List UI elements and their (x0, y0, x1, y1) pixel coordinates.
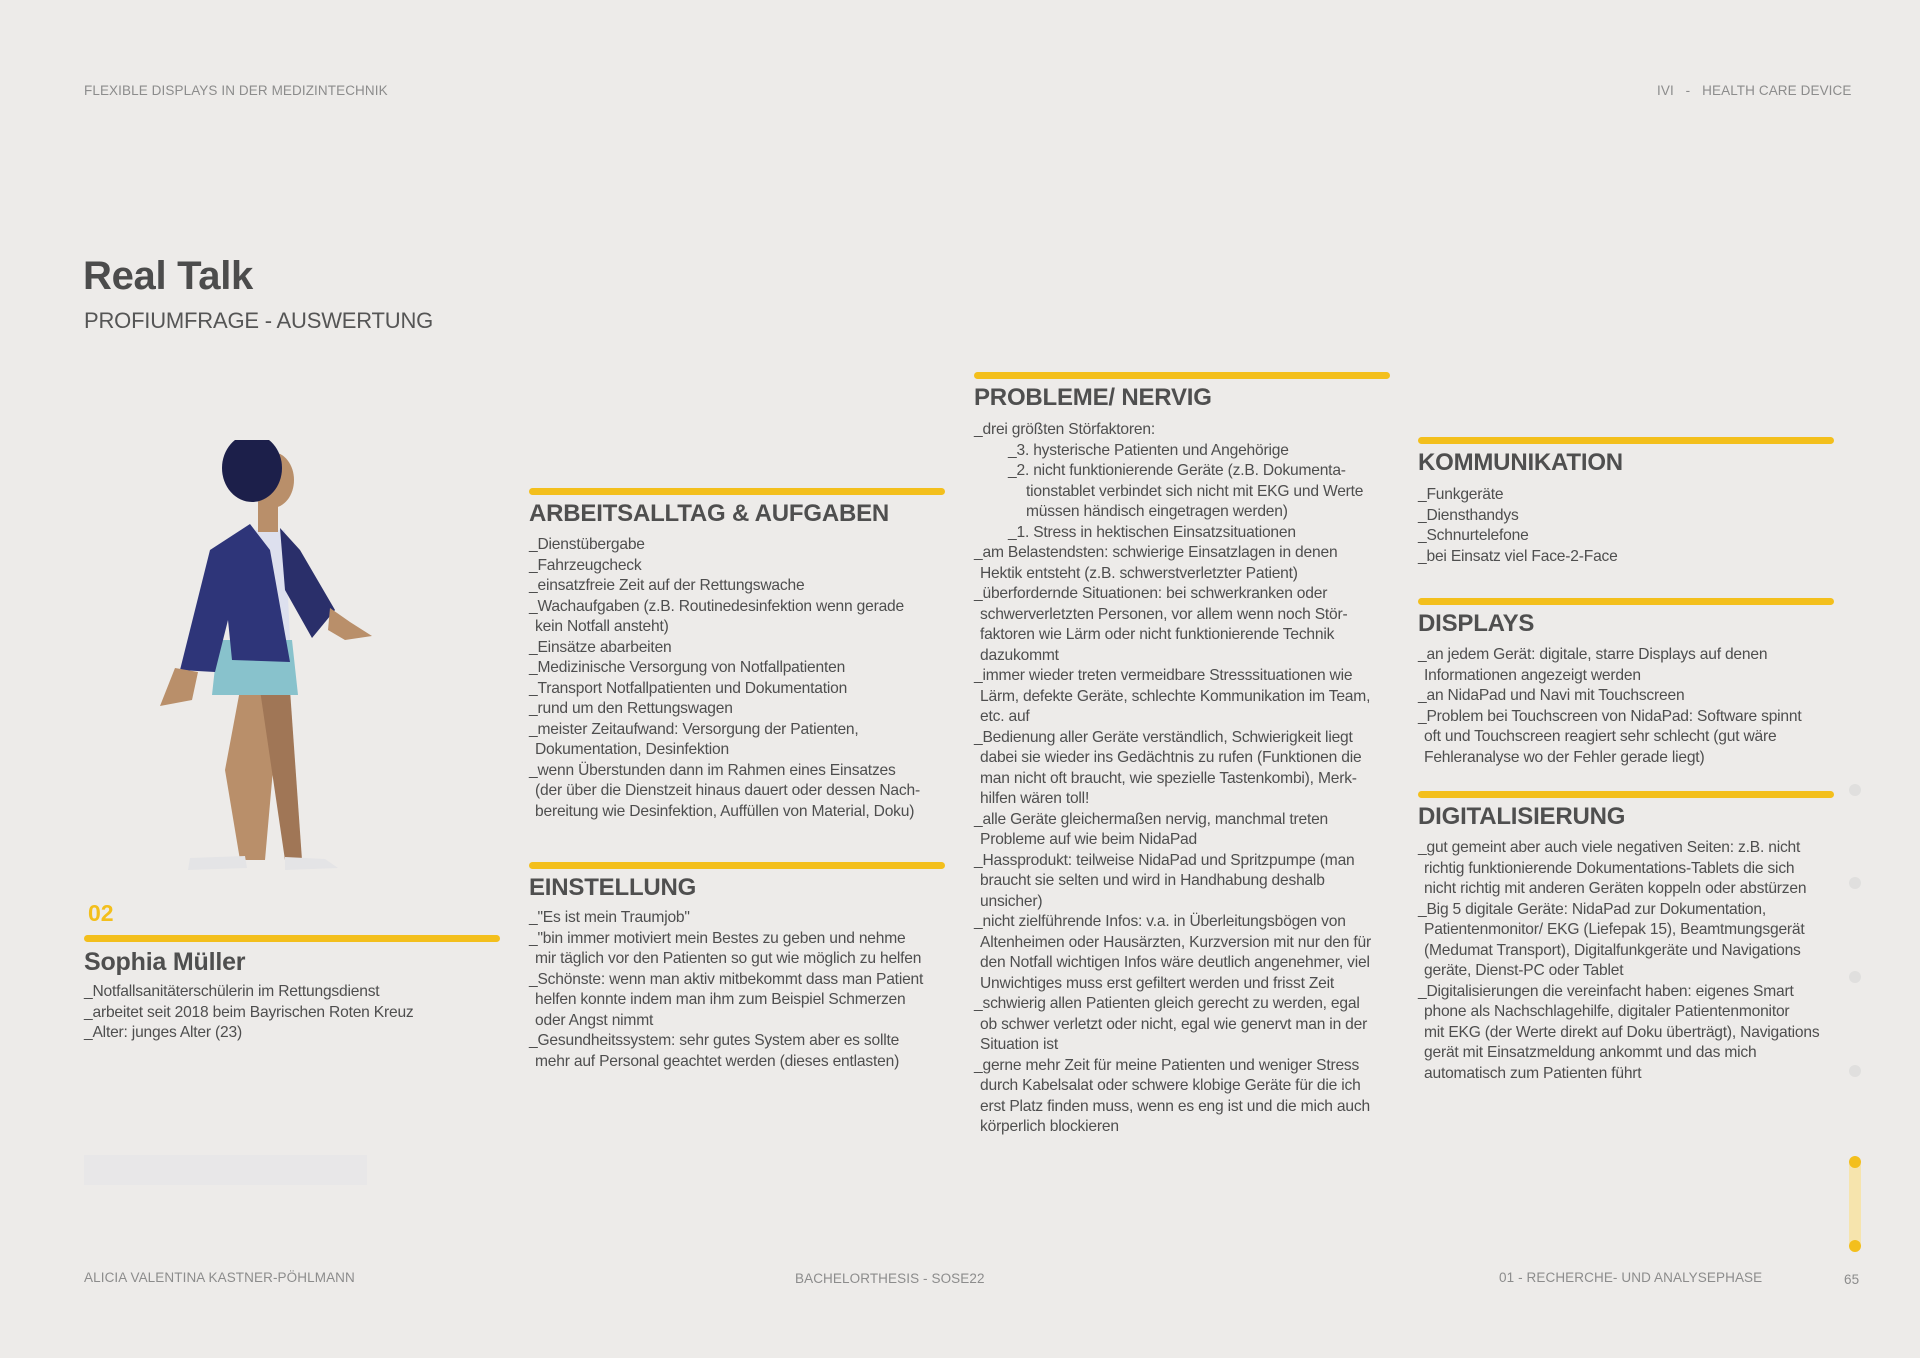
list-item: _Medizinische Versorgung von Notfallpatienten (529, 659, 846, 676)
list-item: _wenn Überstunden dann im Rahmen eines Einsatzes (529, 761, 896, 779)
shoe-back (188, 856, 247, 870)
list-item: Patientenmonitor/ EKG (Liefepak 15), Beamtmungsgerät (1424, 921, 1805, 938)
shoe-front (285, 857, 338, 870)
list-item: den Notfall wichtigen Infos wäre deutlich angenehmer, viel (980, 954, 1370, 971)
arbeitsalltag-list (529, 535, 920, 822)
list-item: geräte, Dienst-PC oder Tablet (1424, 962, 1624, 979)
page-subtitle: PROFIUMFRAGE - AUSWERTUNG (84, 308, 434, 333)
list-item: _alle Geräte gleichermaßen nervig, manchmal treten (974, 810, 1329, 828)
list-item: bereitung wie Desinfektion, Auffüllen von Material, Doku) (535, 802, 915, 820)
list-item: _überfordernde Situationen: bei schwerkranken oder (974, 585, 1328, 602)
persona-name: Sophia Müller (84, 948, 246, 976)
list-item: _3. hysterische Patienten und Angehörige (1008, 441, 1289, 459)
list-item: körperlich blockieren (980, 1118, 1119, 1135)
hand-back (160, 668, 198, 706)
footer-thesis: BACHELORTHESIS - SOSE22 (795, 1271, 985, 1286)
nav-dot[interactable] (1849, 1065, 1861, 1077)
list-item: mehr auf Personal geachtet werden (dieses entlasten) (535, 1052, 900, 1070)
list-item: _2. nicht funktionierende Geräte (z.B. Dokumenta- (1008, 462, 1346, 479)
footer-author: ALICIA VALENTINA KASTNER-PÖHLMANN (84, 1270, 355, 1285)
digitalisierung-heading: DIGITALISIERUNG (1418, 803, 1626, 830)
list-item: _Big 5 digitale Geräte: NidaPad zur Dokumentation, (1418, 900, 1766, 918)
kommunikation-heading: KOMMUNIKATION (1418, 449, 1623, 476)
page-number: 65 (1844, 1272, 1860, 1287)
list-item: etc. auf (980, 708, 1030, 725)
list-item: _Alter: junges Alter (23) (84, 1024, 242, 1041)
list-item: dabei sie wieder ins Gedächtnis zu rufen (Funktionen die (980, 749, 1362, 766)
list-item: Unwichtiges muss erst gefiltert werden und frisst Zeit (980, 974, 1335, 992)
probleme-divider (974, 372, 1390, 379)
list-item: Probleme auf wie beim NidaPad (980, 831, 1197, 848)
nav-dot[interactable] (1849, 784, 1861, 796)
list-item: _am Belastendsten: schwierige Einsatzlagen in denen (974, 544, 1338, 561)
list-item: kein Notfall ansteht) (535, 618, 669, 635)
list-item: faktoren wie Lärm oder nicht funktionierende Technik (980, 626, 1335, 643)
displays-heading: DISPLAYS (1418, 610, 1535, 637)
list-item: nicht richtig mit anderen Geräten koppeln oder abstürzen (1424, 880, 1807, 897)
list-item: _Transport Notfallpatienten und Dokumentation (529, 679, 848, 697)
list-item: _"Es ist mein Traumjob" (529, 909, 690, 926)
list-item: tionstablet verbindet sich nicht mit EKG und Werte (1026, 482, 1364, 500)
list-item: (Medumat Transport), Digitalfunkgeräte und Navigations (1424, 941, 1801, 959)
list-item: unsicher) (980, 892, 1043, 910)
list-item: _Bedienung aller Geräte verständlich, Schwierigkeit liegt (974, 728, 1353, 746)
persona-divider (84, 935, 500, 942)
list-item: _Schönste: wenn man aktiv mitbekommt dass man Patient (529, 970, 924, 988)
list-item: _Schnurtelefone (1418, 527, 1529, 544)
list-item: Hektik entsteht (z.B. schwerstverletzter Patient) (980, 564, 1298, 582)
list-item: müssen händisch eingetragen werden) (1026, 503, 1288, 520)
nav-dot[interactable] (1849, 877, 1861, 889)
list-item: _Einsätze abarbeiten (529, 638, 672, 656)
list-item: dazukommt (980, 646, 1059, 664)
list-item: man nicht oft braucht, wie spezielle Tastenkombi), Merk- (980, 769, 1357, 787)
kommunikation-list (1418, 485, 1618, 567)
list-item: _Hassprodukt: teilweise NidaPad und Spritzpumpe (man (974, 851, 1355, 869)
list-item: oder Angst nimmt (535, 1011, 654, 1029)
list-item: _Gesundheitssystem: sehr gutes System aber es sollte (529, 1032, 900, 1049)
hand-front (328, 608, 372, 640)
list-item: hilfen wären toll! (980, 790, 1090, 807)
placeholder-box (84, 1155, 367, 1185)
digitalisierung-divider (1418, 791, 1834, 798)
einstellung-heading: EINSTELLUNG (529, 874, 697, 901)
list-item: _rund um den Rettungswagen (529, 700, 733, 717)
header-chapter-code: IVI (1657, 83, 1674, 98)
probleme-heading: PROBLEME/ NERVIG (974, 384, 1212, 411)
list-item: _an jedem Gerät: digitale, starre Displays auf denen (1418, 646, 1768, 663)
header-doc-title: FLEXIBLE DISPLAYS IN DER MEDIZINTECHNIK (84, 83, 388, 98)
einstellung-divider (529, 862, 945, 869)
list-item: _an NidaPad und Navi mit Touchscreen (1418, 687, 1685, 704)
list-item: Altenheimen oder Hausärzten, Kurzversion mit nur den für (980, 933, 1371, 951)
list-item: _immer wieder treten vermeidbare Stresssituationen wie (974, 667, 1353, 684)
list-item: _drei größten Störfaktoren: (974, 421, 1155, 438)
list-item: _Diensthandys (1418, 506, 1519, 524)
list-item: _meister Zeitaufwand: Versorgung der Patienten, (529, 720, 859, 738)
list-item: _Problem bei Touchscreen von NidaPad: Software spinnt (1418, 707, 1802, 725)
list-item: _Dienstübergabe (529, 536, 645, 553)
list-item: _bei Einsatz viel Face-2-Face (1418, 547, 1618, 565)
header-separator: - (1685, 83, 1691, 98)
list-item: _Funkgeräte (1418, 486, 1504, 503)
list-item: richtig funktionierende Dokumentations-Tablets die sich (1424, 859, 1795, 877)
list-item: ob schwer verletzt oder nicht, egal wie genervt man in der (980, 1015, 1368, 1033)
arbeitsalltag-heading: ARBEITSALLTAG & AUFGABEN (529, 500, 890, 527)
list-item: mit EKG (der Werte direkt auf Doku überträgt), Navigations (1424, 1023, 1820, 1041)
scroll-handle-top[interactable] (1849, 1156, 1861, 1168)
list-item: phone als Nachschlagehilfe, digitaler Patientenmonitor (1424, 1003, 1790, 1020)
list-item: _schwierig allen Patienten gleich gerecht zu werden, egal (974, 995, 1360, 1012)
list-item: Informationen angezeigt werden (1424, 666, 1641, 684)
kommunikation-divider (1418, 437, 1834, 444)
list-item: (der über die Dienstzeit hinaus dauert oder dessen Nach- (535, 782, 920, 799)
list-item: Dokumentation, Desinfektion (535, 741, 729, 758)
digitalisierung-list (1418, 838, 1819, 1084)
displays-list (1418, 645, 1802, 768)
header-chapter (1657, 83, 1851, 98)
list-item: mir täglich vor den Patienten so gut wie möglich zu helfen (535, 950, 922, 967)
list-item: gerät mit Einsatzmeldung ankommt und das mich (1424, 1044, 1757, 1061)
persona-details (84, 982, 414, 1044)
persona-number: 02 (88, 900, 114, 926)
list-item: Lärm, defekte Geräte, schlechte Kommunikation im Team, (980, 687, 1371, 705)
list-item: _Wachaufgaben (z.B. Routinedesinfektion wenn gerade (529, 597, 904, 615)
list-item: _1. Stress in hektischen Einsatzsituationen (1008, 523, 1296, 541)
list-item: oft und Touchscreen reagiert sehr schlecht (gut wäre (1424, 728, 1777, 745)
scroll-handle-bottom[interactable] (1849, 1240, 1861, 1252)
list-item: _Digitalisierungen die vereinfacht haben: eigenes Smart (1418, 982, 1794, 1000)
probleme-list (974, 420, 1371, 1138)
persona-illustration (140, 440, 400, 880)
displays-divider (1418, 598, 1834, 605)
list-item: _gerne mehr Zeit für meine Patienten und weniger Stress (974, 1056, 1360, 1074)
scroll-track[interactable] (1849, 1160, 1861, 1248)
list-item: helfen konnte indem man ihm zum Beispiel Schmerzen (535, 991, 906, 1008)
list-item: _nicht zielführende Infos: v.a. in Überleitungsbögen von (974, 913, 1346, 930)
list-item: _einsatzfreie Zeit auf der Rettungswache (529, 577, 805, 594)
list-item: Fehleranalyse wo der Fehler gerade liegt) (1424, 748, 1705, 766)
page-title: Real Talk (83, 254, 253, 298)
list-item: _arbeitet seit 2018 beim Bayrischen Roten Kreuz (84, 1003, 414, 1021)
list-item: schwerverletzten Personen, vor allem wenn noch Stör- (980, 605, 1348, 623)
list-item: braucht sie selten und wird in Handhabung deshalb (980, 872, 1325, 889)
list-item: _"bin immer motiviert mein Bestes zu geben und nehme (529, 929, 906, 947)
header-chapter-title: HEALTH CARE DEVICE (1702, 83, 1852, 98)
list-item: _Notfallsanitäterschülerin im Rettungsdienst (84, 983, 380, 1000)
list-item: Situation ist (980, 1036, 1059, 1053)
footer-phase: 01 - RECHERCHE- UND ANALYSEPHASE (1499, 1270, 1763, 1285)
list-item: automatisch zum Patienten führt (1424, 1064, 1642, 1082)
einstellung-list (529, 908, 923, 1072)
list-item: erst Platz finden muss, wenn es eng ist und die mich auch (980, 1097, 1370, 1115)
list-item: _Fahrzeugcheck (529, 556, 642, 574)
arbeitsalltag-divider (529, 488, 945, 495)
nav-dot[interactable] (1849, 971, 1861, 983)
list-item: _gut gemeint aber auch viele negativen Seiten: z.B. nicht (1418, 839, 1801, 856)
list-item: durch Kabelsalat oder schwere klobige Geräte für die ich (980, 1077, 1361, 1094)
